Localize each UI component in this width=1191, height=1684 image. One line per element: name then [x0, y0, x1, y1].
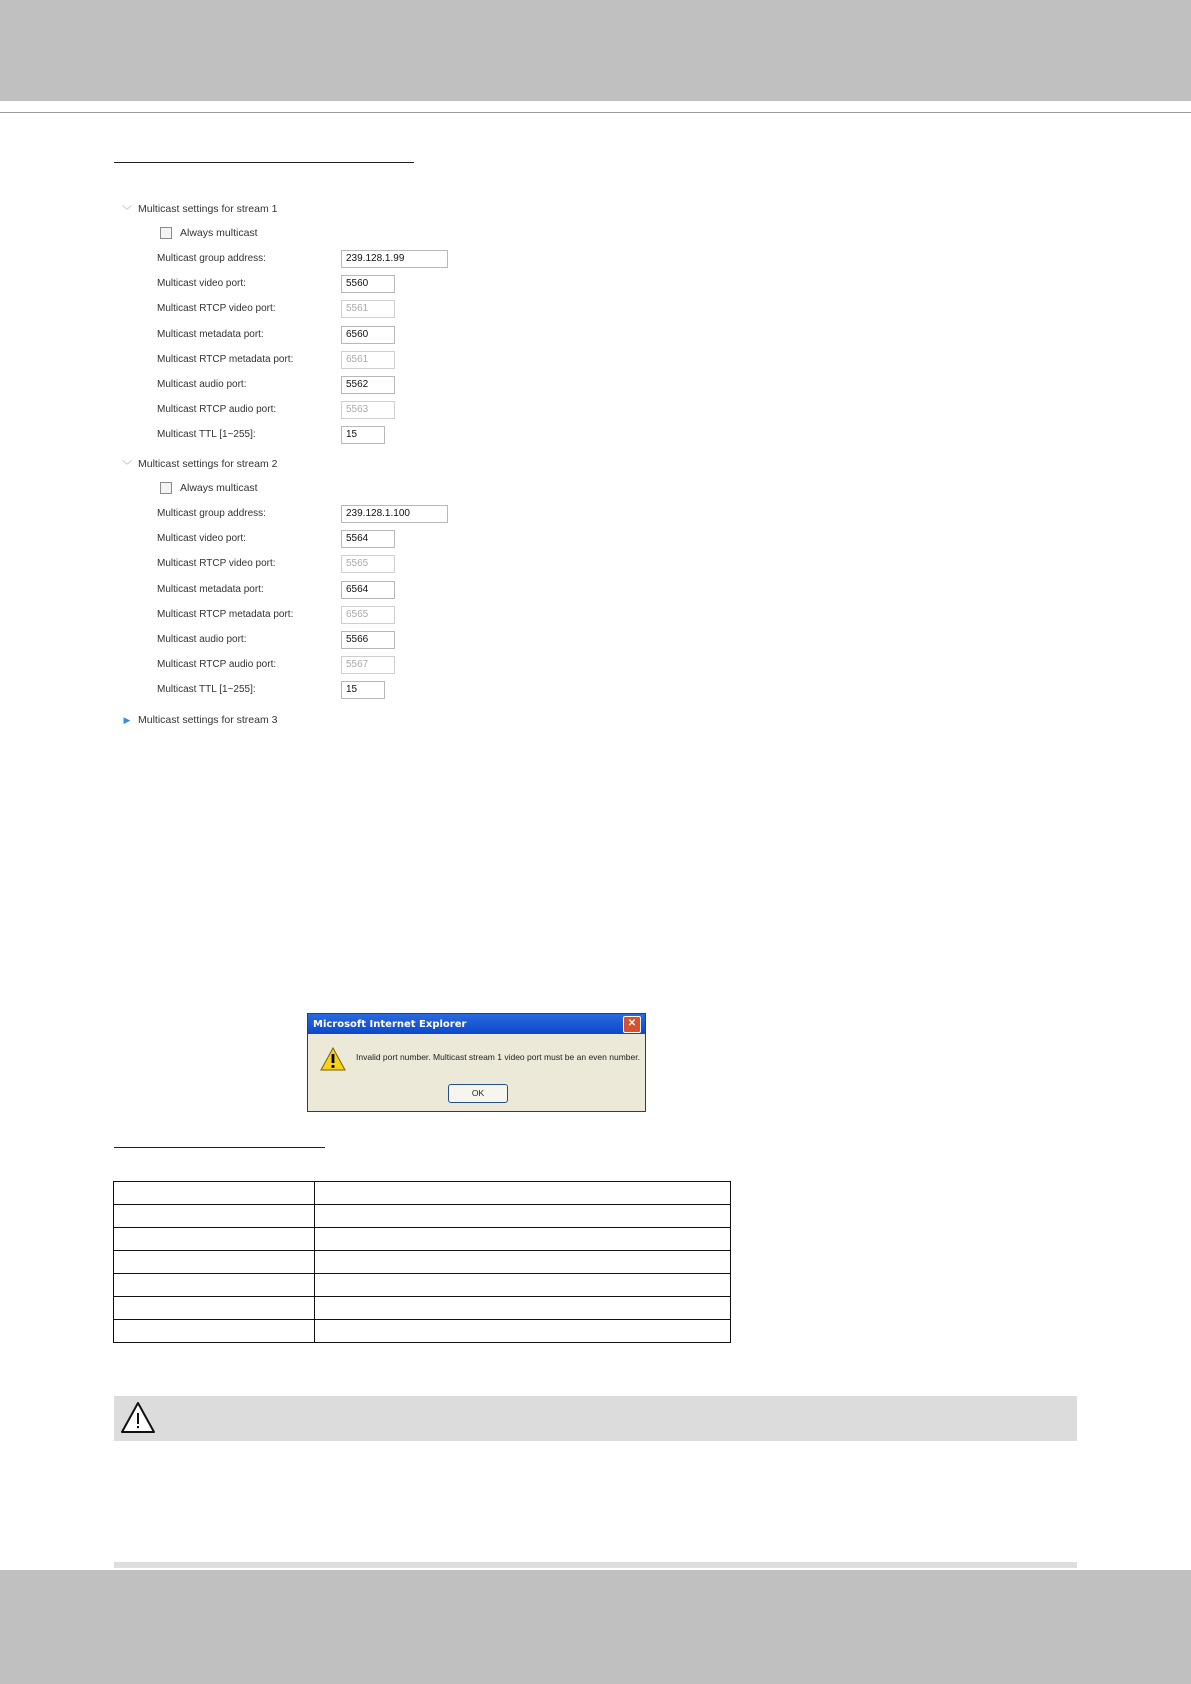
group-address-input[interactable]: 239.128.1.100 [341, 505, 448, 523]
port-input[interactable]: 5560 [341, 275, 395, 293]
field-label: Multicast group address: [157, 253, 266, 264]
port-input[interactable]: 5562 [341, 376, 395, 394]
table-cell [315, 1274, 731, 1297]
field-label: Multicast metadata port: [157, 329, 264, 340]
dialog-titlebar[interactable] [308, 1014, 645, 1034]
field-label: Multicast RTCP audio port: [157, 659, 277, 670]
field-label: Multicast TTL [1~255]: [157, 429, 256, 440]
table-cell [315, 1320, 731, 1343]
table-row [114, 1228, 731, 1251]
field-label: Multicast RTCP metadata port: [157, 609, 294, 620]
table-row [114, 1182, 731, 1205]
field-label: Multicast group address: [157, 508, 266, 519]
table-cell [315, 1205, 731, 1228]
port-input[interactable]: 5566 [341, 631, 395, 649]
field-label: Multicast video port: [157, 533, 246, 544]
field-label: Multicast video port: [157, 278, 246, 289]
table-row [114, 1251, 731, 1274]
table-cell [114, 1182, 315, 1205]
caution-note-bar [114, 1396, 1077, 1441]
table-cell [114, 1251, 315, 1274]
stream-2-header[interactable] [120, 453, 277, 475]
bottom-footer-band [0, 1570, 1191, 1684]
port-input[interactable]: 5564 [341, 530, 395, 548]
port-input[interactable]: 6564 [341, 581, 395, 599]
always-multicast-label-2: Always multicast [180, 482, 258, 494]
chevron-down-icon: ﹀ [122, 205, 132, 217]
ttl-input[interactable]: 15 [341, 426, 385, 444]
section-underline-2 [114, 1147, 325, 1148]
bottom-divider [114, 1562, 1077, 1568]
section-underline-1 [114, 162, 414, 163]
table-row [114, 1205, 731, 1228]
warning-icon [320, 1047, 346, 1071]
stream-1-header[interactable] [120, 198, 277, 220]
group-address-input[interactable]: 239.128.1.99 [341, 250, 448, 268]
field-label: Multicast audio port: [157, 634, 247, 645]
port-input: 5567 [341, 656, 395, 674]
port-input: 5563 [341, 401, 395, 419]
stream-1-always-multicast-row [160, 222, 258, 244]
field-label: Multicast RTCP metadata port: [157, 354, 294, 365]
dialog-title: Microsoft Internet Explorer [313, 1018, 467, 1030]
table-cell [114, 1205, 315, 1228]
table-cell [315, 1297, 731, 1320]
ttl-input[interactable]: 15 [341, 681, 385, 699]
table-cell [114, 1297, 315, 1320]
port-input: 6561 [341, 351, 395, 369]
top-divider [0, 112, 1191, 113]
stream-3-title: Multicast settings for stream 3 [138, 714, 278, 726]
table-cell [114, 1274, 315, 1297]
port-input: 5565 [341, 555, 395, 573]
table-cell [315, 1228, 731, 1251]
always-multicast-checkbox-1[interactable] [160, 227, 172, 239]
table-row [114, 1274, 731, 1297]
table-cell [114, 1320, 315, 1343]
always-multicast-checkbox-2[interactable] [160, 482, 172, 494]
table-cell [315, 1251, 731, 1274]
close-icon[interactable]: ✕ [623, 1016, 641, 1033]
port-table [113, 1181, 731, 1343]
field-label: Multicast audio port: [157, 379, 247, 390]
dialog-message: Invalid port number. Multicast stream 1 video port must be an even number. [356, 1052, 640, 1062]
chevron-down-icon: ﹀ [122, 460, 132, 472]
port-input[interactable]: 6560 [341, 326, 395, 344]
field-label: Multicast metadata port: [157, 584, 264, 595]
stream-2-title: Multicast settings for stream 2 [138, 458, 278, 470]
chevron-right-icon: ▶ [123, 714, 131, 725]
always-multicast-label-1: Always multicast [180, 227, 258, 239]
table-cell [315, 1182, 731, 1205]
top-header-band [0, 0, 1191, 101]
table-row [114, 1320, 731, 1343]
port-input: 6565 [341, 606, 395, 624]
caution-icon [119, 1400, 157, 1436]
field-label: Multicast RTCP video port: [157, 558, 276, 569]
field-label: Multicast RTCP audio port: [157, 404, 277, 415]
table-row [114, 1297, 731, 1320]
error-dialog [307, 1013, 646, 1112]
field-label: Multicast RTCP video port: [157, 303, 276, 314]
port-input: 5561 [341, 300, 395, 318]
stream-1-title: Multicast settings for stream 1 [138, 203, 278, 215]
ok-button[interactable]: OK [448, 1084, 508, 1103]
stream-3-header[interactable] [120, 709, 277, 731]
stream-2-always-multicast-row [160, 477, 258, 499]
table-cell [114, 1228, 315, 1251]
field-label: Multicast TTL [1~255]: [157, 684, 256, 695]
